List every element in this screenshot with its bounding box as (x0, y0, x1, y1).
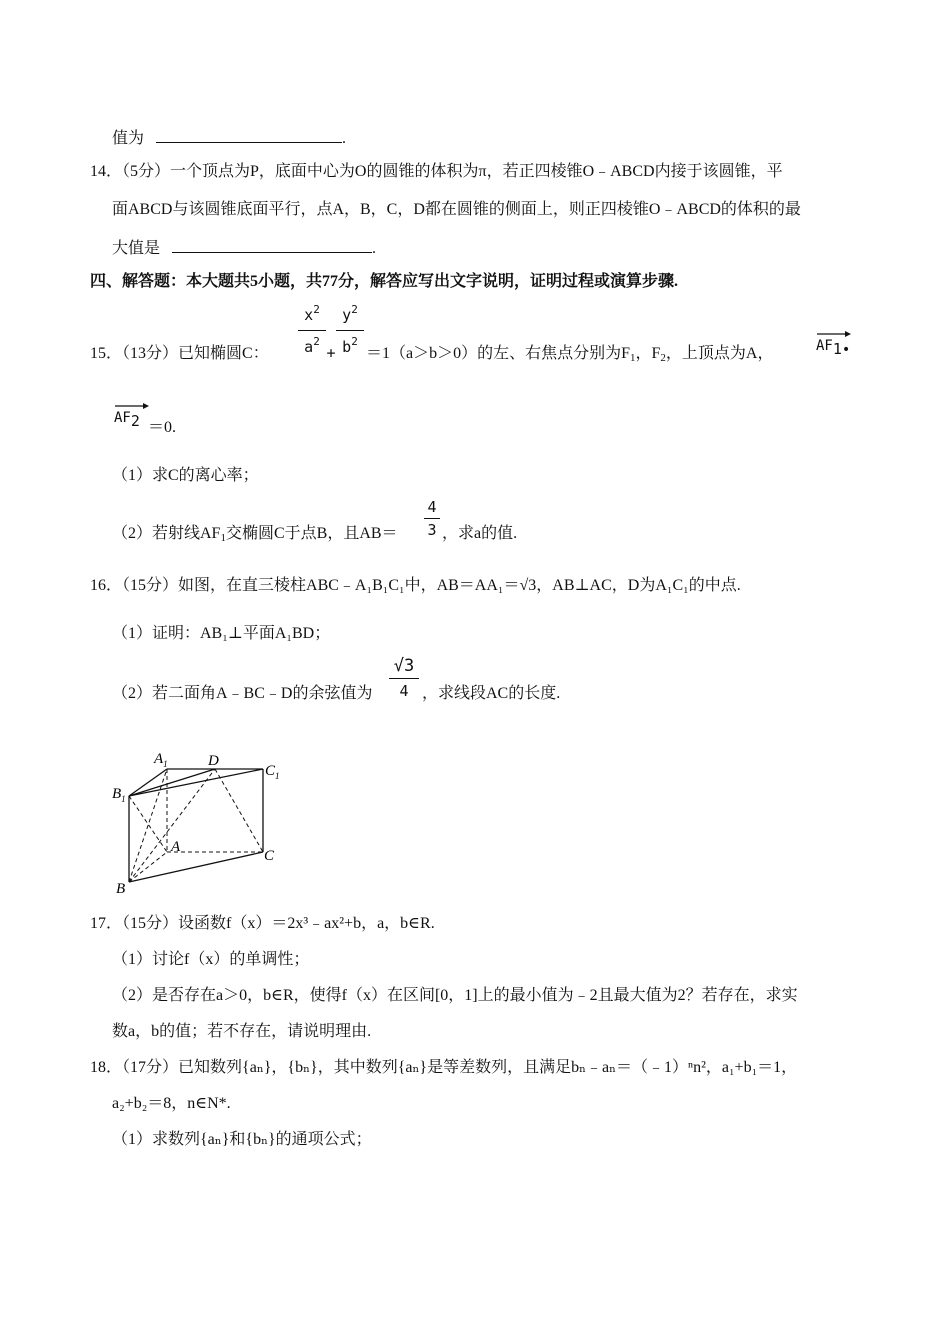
q17-line-1 (90, 914, 435, 934)
q15-text-c: ，F (635, 345, 661, 362)
label-a1: $A_1$ (154, 751, 168, 769)
edge-b-c (129, 852, 263, 882)
prism-figure (108, 746, 298, 896)
q16-part2-end: ，求线段AC的长度. (422, 685, 561, 702)
q17-text: 设函数f（x）＝2x³﹣ax²+b，a，b∈R. (178, 915, 435, 932)
q15-text-a: 已知椭圆C： (178, 345, 269, 362)
edge-b1-a (129, 796, 167, 852)
q13-answer-line (112, 128, 346, 149)
q15-frac-bar (424, 518, 440, 519)
q18-line-2: a₂+b₂＝8，n∈N*. (112, 1095, 231, 1112)
q15-frac-num: 4 (427, 498, 437, 516)
q14-prefix: 大值是 (112, 240, 161, 257)
q15-y: y (342, 306, 352, 324)
q16-score: （15分） (122, 577, 179, 594)
label-b1: $B_1$ (112, 786, 126, 804)
q18-number: 18． (90, 1059, 123, 1076)
edge-b1-d (129, 769, 215, 796)
q16-line-1 (90, 576, 741, 596)
q17-score: （15分） (122, 915, 179, 932)
q15-y-exp: 2 (351, 303, 358, 316)
q15-vector-af1 (816, 336, 851, 358)
q14-line-2 (112, 200, 801, 220)
edge-d-c (215, 769, 263, 852)
q15-part2-b: 交椭圆C于点B，且AB＝ (225, 525, 398, 542)
q16-frac-bar (389, 678, 419, 679)
q15-frac-y-den (336, 335, 364, 356)
q15-part2-end: ，求a的值. (442, 525, 518, 542)
q15-vec1-sub: 1 (832, 340, 842, 358)
q15-dot: • (841, 342, 851, 358)
q16-part2-a: （2）若二面角A﹣BC﹣D的余弦值为 (112, 685, 373, 702)
q14-answer-blank[interactable] (172, 238, 372, 253)
vector-arrow-icon (816, 330, 852, 338)
q13-prefix: 值为 (112, 130, 145, 147)
q15-vector-af2 (114, 408, 140, 430)
q15-b-exp: 2 (351, 335, 358, 348)
q18-text-1: 已知数列{aₙ}，{bₙ}，其中数列{aₙ}是等差数列，且满足bₙ﹣aₙ＝（﹣1）ⁿn²，a₁+b₁＝1， (178, 1059, 798, 1076)
q15-frac-den: 3 (427, 521, 437, 539)
q15-f1-sub: 1 (630, 352, 636, 364)
q15-text-b: ＝1（a＞b＞0）的左、右焦点分别为F (366, 345, 631, 362)
label-b: B (116, 881, 126, 896)
q16-frac-den: 4 (399, 682, 409, 700)
q15-text-d: ，上顶点为A， (665, 345, 774, 362)
q16-text: 如图，在直三棱柱ABC﹣A₁B₁C₁中，AB＝AA₁＝√3，AB⊥AC，D为A₁C₁的中点. (178, 577, 741, 594)
q15-part2-a: （2）若射线AF (112, 525, 221, 542)
q15-line-1-cont (366, 344, 773, 364)
q13-suffix: . (342, 130, 347, 147)
q15-a: a (304, 338, 314, 356)
section-4-heading: 四、解答题：本大题共5小题，共77分，解答应写出文字说明，证明过程或演算步骤. (90, 273, 679, 290)
q13-answer-blank[interactable] (156, 128, 342, 143)
q17-part-2-line-2: 数a，b的值；若不存在，请说明理由. (112, 1023, 372, 1040)
q14-line-1 (90, 162, 783, 182)
q18-score: （17分） (122, 1059, 179, 1076)
q17-part-2-line-1: （2）是否存在a＞0，b∈R，使得f（x）在区间[0，1]上的最小值为﹣2且最大值为2？若存在，求实 (112, 987, 798, 1004)
q14-suffix: . (372, 240, 377, 257)
q15-part-1: （1）求C的离心率； (112, 467, 259, 484)
q16-part-1: （1）证明：AB₁⊥平面A₁BD； (112, 625, 331, 642)
q15-frac-y-bar (336, 330, 364, 331)
q17-part-1: （1）讨论f（x）的单调性； (112, 951, 310, 968)
edge-b-a1 (129, 769, 167, 882)
q15-x-exp: 2 (313, 303, 320, 316)
q15-score: （13分） (122, 345, 179, 362)
q15-part2-sub: 1 (220, 532, 226, 544)
q15-frac-x-den (298, 335, 326, 356)
q15-vec1-text: AF (816, 338, 833, 354)
q15-eq-zero: ＝0. (148, 419, 177, 436)
q15-frac-y (336, 303, 364, 324)
q15-frac-x (298, 303, 326, 324)
q14-text-1: 一个顶点为P，底面中心为O的圆锥的体积为π，若正四棱锥O﹣ABCD内接于该圆锥，平 (170, 163, 783, 180)
q15-plus: + (326, 344, 336, 362)
label-a: A (171, 839, 181, 855)
q14-text-2: 面ABCD与该圆锥底面平行，点A，B，C，D都在圆锥的侧面上，则正四棱锥O﹣ABCD的体积的最 (112, 201, 801, 218)
q15-vec2-sub: 2 (130, 412, 140, 430)
q15-vec2-text: AF (114, 410, 131, 426)
q14-number: 14． (90, 163, 123, 180)
q15-x: x (304, 306, 314, 324)
label-d: D (208, 753, 219, 769)
q15-line-1 (90, 344, 269, 364)
q16-number: 16． (90, 577, 123, 594)
q15-f2-sub: 2 (660, 352, 666, 364)
vector-arrow-icon (114, 402, 150, 410)
q18-line-1 (90, 1058, 797, 1078)
q14-line-3 (112, 238, 376, 259)
q14-score: （5分） (122, 163, 171, 180)
q15-part-2 (112, 524, 398, 544)
label-c1: $C_1$ (265, 763, 280, 781)
q15-number: 15． (90, 345, 123, 362)
q18-part-1: （1）求数列{aₙ}和{bₙ}的通项公式； (112, 1131, 372, 1148)
label-c: C (264, 848, 275, 864)
q15-b: b (342, 338, 352, 356)
q15-a-exp: 2 (313, 335, 320, 348)
q17-number: 17． (90, 915, 123, 932)
q16-frac-num: √3 (393, 656, 415, 676)
q16-part-2 (112, 684, 372, 704)
q15-frac-x-bar (298, 330, 326, 331)
